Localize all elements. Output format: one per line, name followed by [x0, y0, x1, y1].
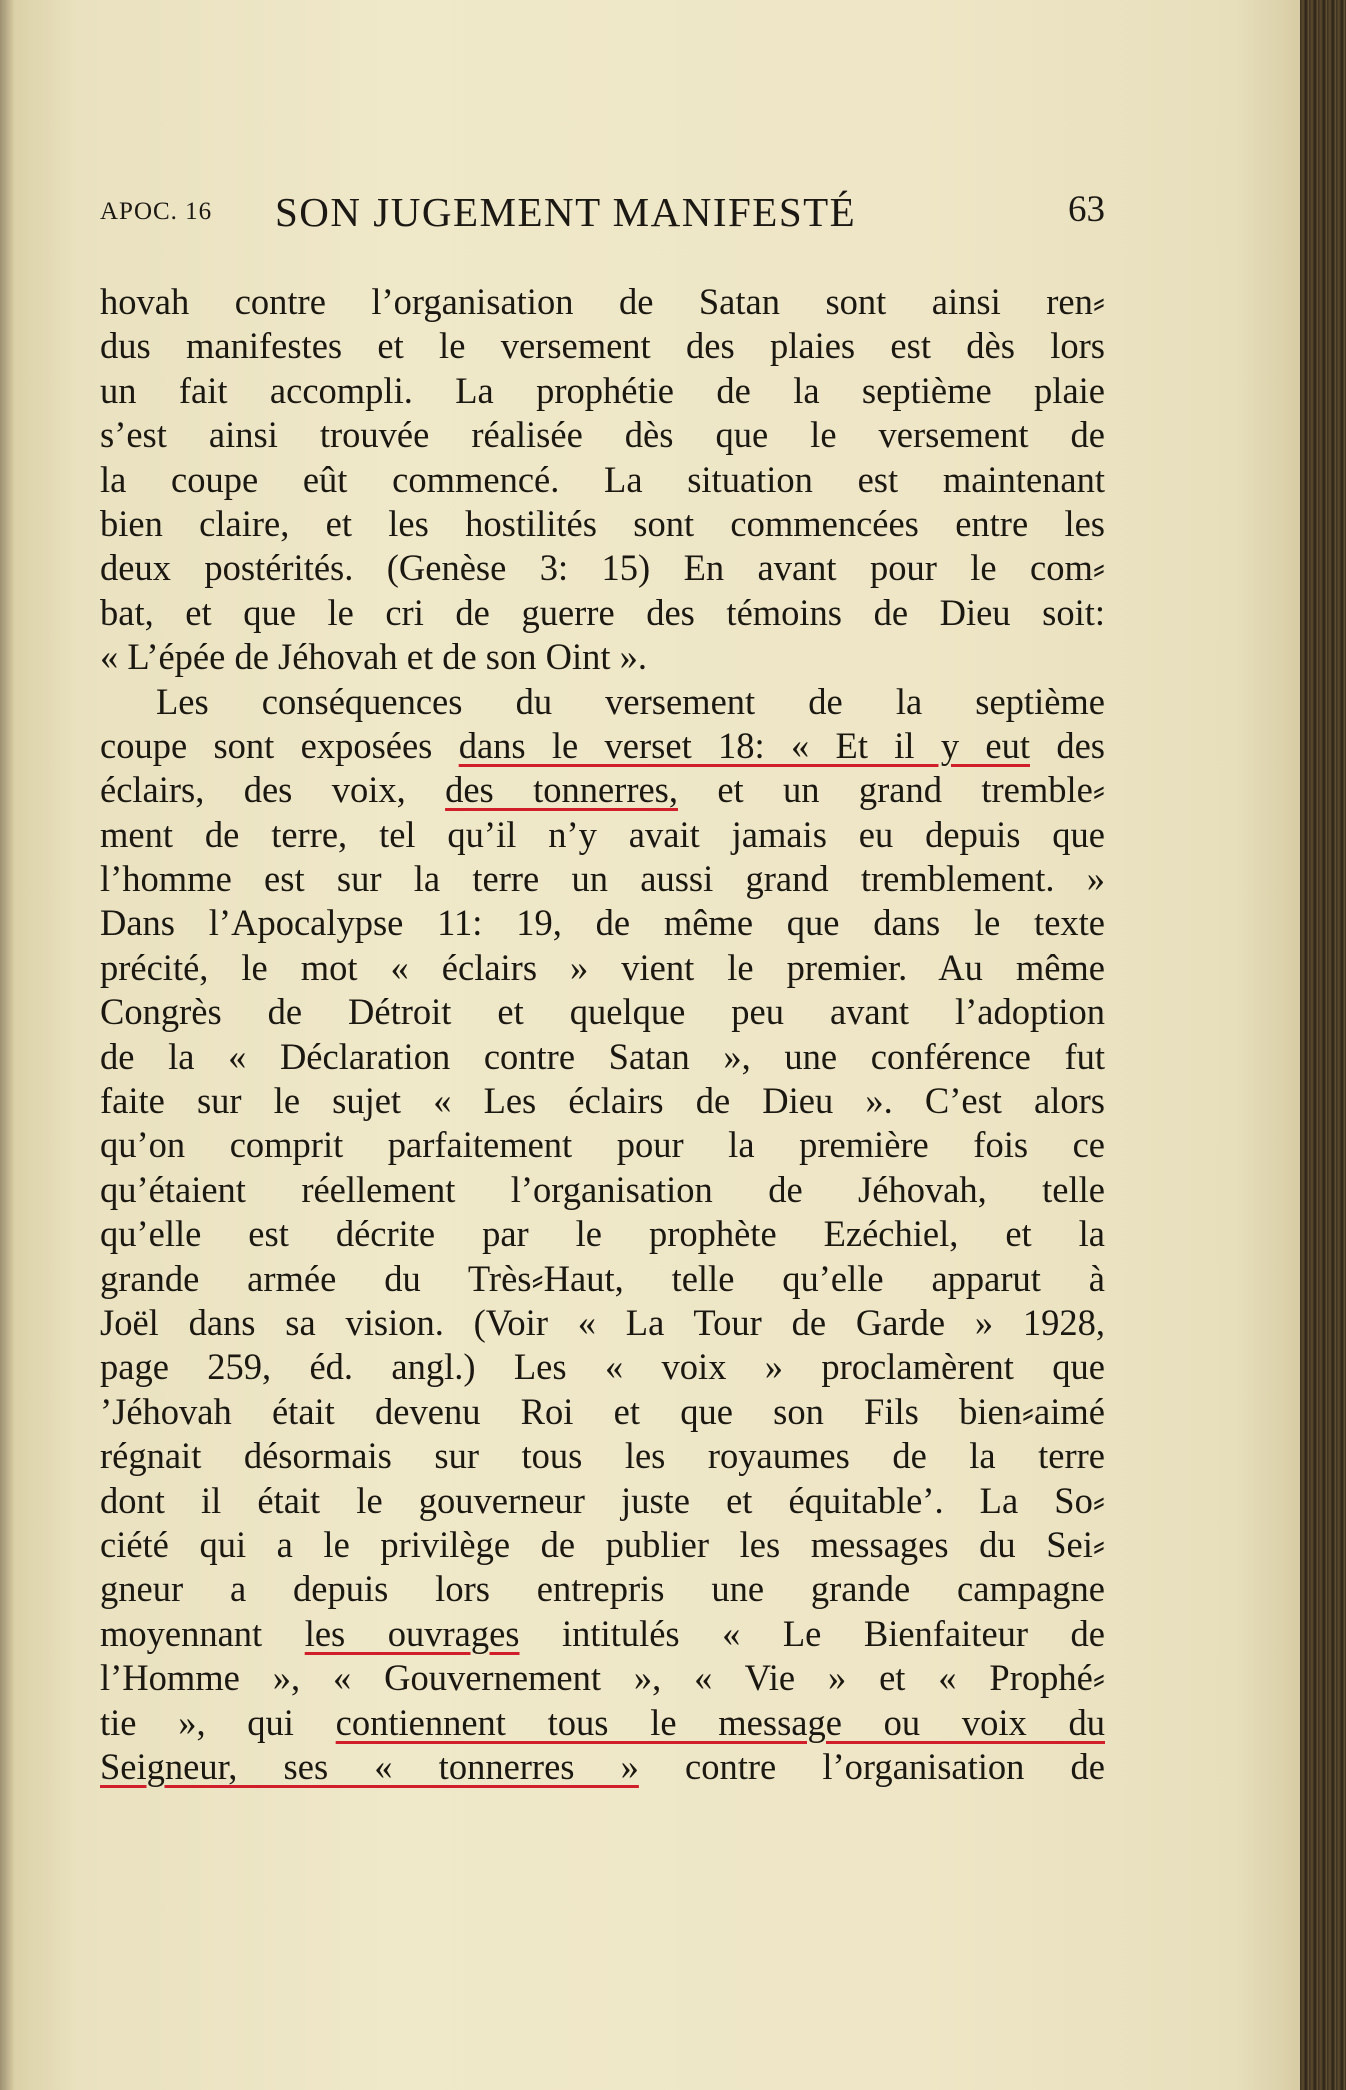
text-line: la coupe eût commencé. La situation est maintenant	[100, 458, 1105, 500]
red-underline-passage: les ouvrages	[304, 1612, 520, 1654]
text-line-underlined	[100, 768, 1105, 812]
section-reference: APOC. 16	[100, 198, 213, 225]
body-text	[100, 280, 1105, 1789]
text-line: un fait accompli. La prophétie de la septième plaie	[100, 369, 1105, 411]
text-line: précité, le mot « éclairs » vient le premier. Au même	[100, 946, 1105, 988]
text-line-underlined	[100, 724, 1105, 768]
text-line: « L’épée de Jéhovah et de son Oint ».	[100, 636, 648, 678]
text-segment: moyennant	[100, 1612, 305, 1654]
running-header	[100, 188, 1105, 248]
text-line: hovah contre l’organisation de Satan sont ainsi ren⸗	[100, 281, 1105, 322]
text-line: Congrès de Détroit et quelque peu avant l’adoption	[100, 991, 1105, 1033]
text-line: page 259, éd. angl.) Les « voix » proclamèrent que	[100, 1346, 1105, 1388]
text-line: qu’on comprit parfaitement pour la première fois ce	[100, 1124, 1105, 1166]
red-underline-passage: dans le verset 18: « Et il y eut	[458, 724, 1031, 766]
text-segment: et un grand tremble⸗	[678, 769, 1105, 811]
red-underline-passage: contiennent tous le message ou voix du	[335, 1701, 1105, 1743]
text-line: deux postérités. (Genèse 3: 15) En avant pour le com⸗	[100, 547, 1105, 589]
text-line: bien claire, et les hostilités sont commencées entre les	[100, 502, 1105, 544]
text-segment: contre l’organisation de	[638, 1745, 1105, 1787]
text-segment: intitulés « Le Bienfaiteur de	[519, 1612, 1105, 1654]
text-line: ment de terre, tel qu’il n’y avait jamais eu depuis que	[100, 813, 1105, 855]
text-line: dont il était le gouverneur juste et équitable’. La So⸗	[100, 1479, 1105, 1521]
text-segment: éclairs, des voix,	[100, 769, 446, 811]
text-line: de la « Déclaration contre Satan », une conférence fut	[100, 1035, 1105, 1077]
text-line: qu’étaient réellement l’organisation de Jéhovah, telle	[100, 1168, 1105, 1210]
red-underline-passage: des tonnerres,	[445, 769, 679, 811]
text-line: faite sur le sujet « Les éclairs de Dieu ». C’est alors	[100, 1080, 1105, 1122]
text-line: l’homme est sur la terre un aussi grand tremblement. »	[100, 858, 1105, 900]
text-segment: tie », qui	[100, 1701, 336, 1743]
text-line-underlined	[100, 1701, 1105, 1745]
text-line: Dans l’Apocalypse 11: 19, de même que dans le texte	[100, 902, 1105, 944]
red-underline-passage: Seigneur, ses « tonnerres »	[100, 1745, 639, 1787]
text-line: bat, et que le cri de guerre des témoins de Dieu soit:	[100, 591, 1105, 633]
text-segment: des	[1030, 724, 1105, 766]
text-line-underlined	[100, 1745, 1105, 1789]
chapter-title: SON JUGEMENT MANIFESTÉ	[275, 189, 857, 235]
text-line: régnait désormais sur tous les royaumes de la terre	[100, 1435, 1105, 1477]
text-line: gneur a depuis lors entrepris une grande campagne	[100, 1568, 1105, 1610]
text-line: dus manifestes et le versement des plaies est dès lors	[100, 325, 1105, 367]
paragraph-start-line: Les conséquences du versement de la septième	[156, 680, 1105, 722]
text-line: l’Homme », « Gouvernement », « Vie » et « Prophé⸗	[100, 1657, 1105, 1699]
text-line: ciété qui a le privilège de publier les messages du Sei⸗	[100, 1523, 1105, 1565]
text-segment: coupe sont exposées	[100, 724, 459, 766]
page-number: 63	[1068, 189, 1105, 230]
text-line: s’est ainsi trouvée réalisée dès que le versement de	[100, 414, 1105, 456]
text-line: Joël dans sa vision. (Voir « La Tour de Garde » 1928,	[100, 1301, 1105, 1343]
text-line: ’Jéhovah était devenu Roi et que son Fils bien⸗aimé	[100, 1390, 1105, 1432]
text-line: qu’elle est décrite par le prophète Ezéchiel, et la	[100, 1213, 1105, 1255]
book-spine-edge	[1300, 0, 1346, 2090]
text-line: grande armée du Très⸗Haut, telle qu’elle apparut à	[100, 1257, 1105, 1299]
text-line-underlined	[100, 1612, 1105, 1656]
